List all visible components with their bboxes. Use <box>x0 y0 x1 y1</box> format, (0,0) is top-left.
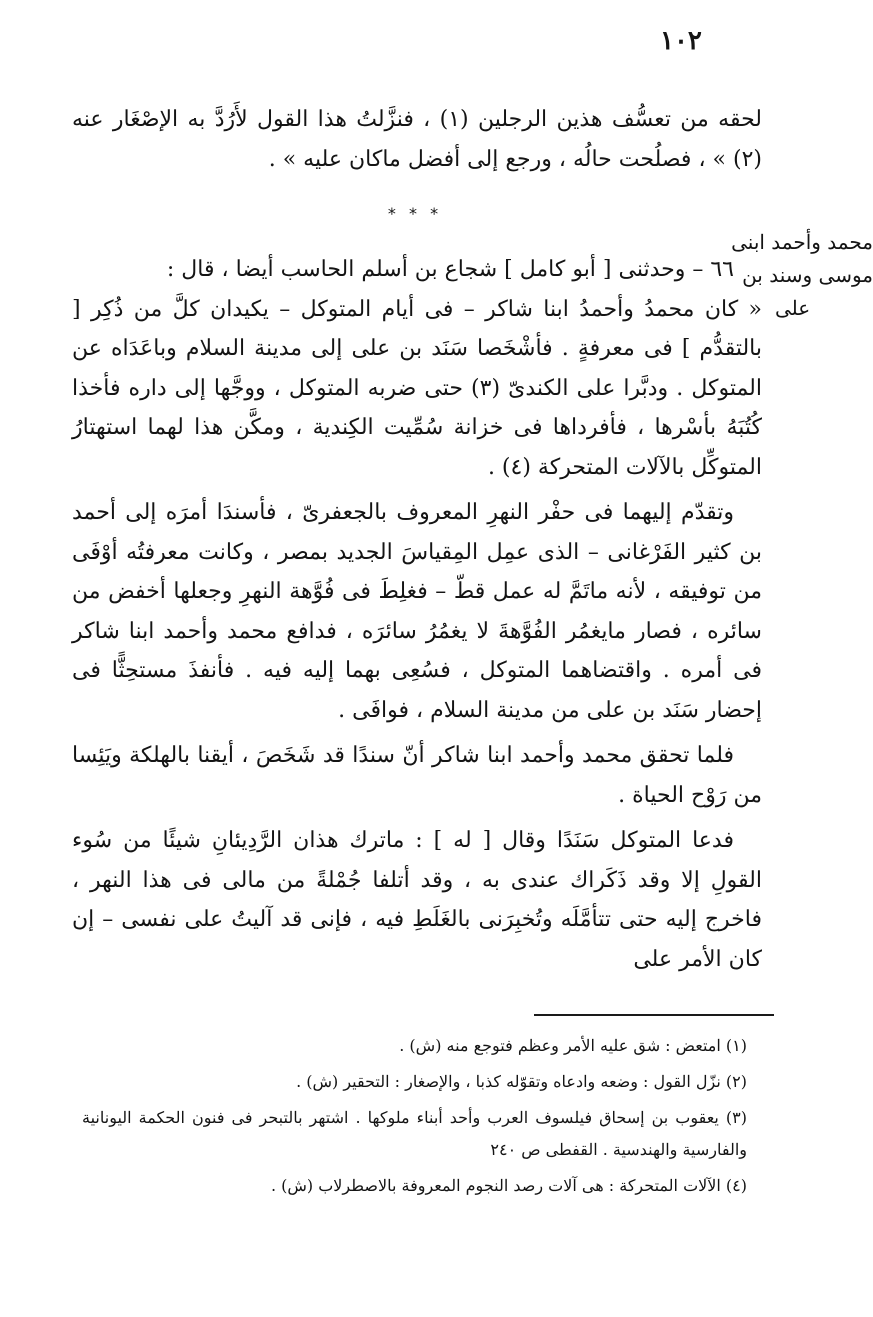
margin-note-line: محمد وأحمد ابنى <box>731 230 873 254</box>
footnote-3: (٣) يعقوب بن إسحاق فيلسوف العرب وأحد أبناء ملوكها . اشتهر بالتبحر فى فنون الحكمة اليونانية والفارسية والهندسية . القفطى ص ٢٤٠ <box>82 1108 747 1159</box>
footnote-1: (١) امتعض : شق عليه الأمر وعظم فتوجع منه (ش) . <box>399 1036 747 1055</box>
opening-paragraph-block <box>72 100 762 179</box>
main-text-block <box>72 250 762 979</box>
footnote-4: (٤) الآلات المتحركة : هى آلات رصد النجوم المعروفة بالاصطرلاب (ش) . <box>270 1176 747 1195</box>
footnotes <box>82 1030 747 1202</box>
anecdote-paragraph: « كان محمدُ وأحمدُ ابنا شاكر – فى أيام المتوكل – يكيدان كلَّ من ذُكِر [ بالتقدُّم ] فى معرفةٍ . فأشْخَصا سَنَد بن على إلى مدينة السلام وباعَدَاه عن المتوكل . ودبَّرا على الكندىّ (٣) حتى ضربه المتوكل ، ووجَّها إلى داره فأخذا كُتُبَهُ بأسْرها ، فأفرداها فى خزانة سُمِّيت الكِندية ، ومكَّن هذا لهما استهتارُ المتوكِّل بالآلات المتحركة (٤) . <box>72 296 762 480</box>
page-number: ١٠٢ <box>660 26 702 56</box>
margin-note-line: على <box>775 296 811 320</box>
section-divider: * * * <box>387 204 443 223</box>
margin-note-line: موسى وسند بن <box>742 263 873 287</box>
anecdote-paragraph: فلما تحقق محمد وأحمد ابنا شاكر أنّ سندًا قد شَخَصَ ، أيقنا بالهلكة ويَئِسا من رَوْح الحياة . <box>72 743 762 808</box>
anecdote-paragraph: وتقدّم إليهما فى حفْر النهرِ المعروف بالجعفرىّ ، فأسندَا أمرَه إلى أحمد بن كثير الفَرْغانى – الذى عمِل المِقياسَ الجديد بمصر ، وكانت معرفتُه أوْفَى من توفيقه ، لأنه ماتَمَّ له عمل قطّ – فغلِطَ فى فُوَّهة النهرِ وجعلها أخفض من سائره ، فصار مايغمُر الفُوَّهةَ لا يغمُرُ سائرَه ، فدافع محمد وأحمد ابنا شاكر فى أمره . واقتضاهما المتوكل ، فسُعِى بهما إليه فيه . فأنفذَ مستحِثًّا فى إحضار سَنَد بن على من مدينة السلام ، فوافَى . <box>72 500 762 723</box>
footnote-2: (٢) نزّل القول : وضعه وادعاه وتقوّله كذبا ، والإصغار : التحقير (ش) . <box>296 1072 747 1091</box>
opening-paragraph: لحقه من تعسُّف هذين الرجلين (١) ، فنزَّلتُ هذا القول لأَرُدَّ به الإصْغَار عنه (٢) » ، فصلُحت حالُه ، ورجع إلى أفضل ماكان عليه » . <box>72 107 762 172</box>
margin-note <box>731 226 873 325</box>
anecdote-paragraph: فدعا المتوكل سَنَدًا وقال [ له ] : ماترك هذان الرَّدِيئانِ شيئًا من سُوء القولِ إلا وقد ذَكَراك عندى به ، وقد أتلفا جُمْلةً من مالى فى هذا النهر ، فاخرج إليه حتى تتأمَّلَه وتُخبِرَنى بالغَلَطِ فيه ، فإنى قد آليتُ على نفسى – إن كان الأمر على <box>72 828 762 972</box>
footnote-divider <box>534 1014 774 1016</box>
anecdote-heading-paragraph: ٦٦ – وحدثنى [ أبو كامل ] شجاع بن أسلم الحاسب أيضا ، قال : <box>166 257 734 282</box>
